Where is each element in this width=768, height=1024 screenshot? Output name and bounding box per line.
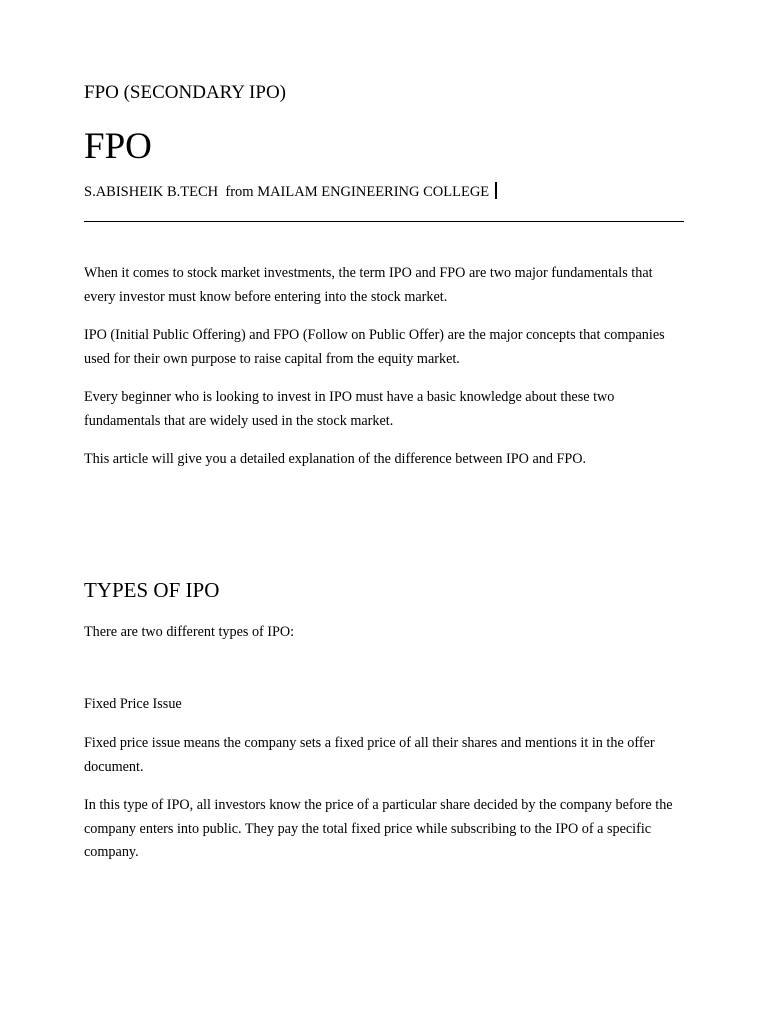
intro-paragraph-3: Every beginner who is looking to invest in IPO must have a basic knowledge about these two fundamentals that are widely used in the stock market.: [84, 389, 615, 429]
subheading: Fixed Price Issue: [84, 696, 182, 712]
horizontal-rule: [84, 221, 684, 222]
intro-paragraph-4: This article will give you a detailed explanation of the difference between IPO and FPO.: [84, 451, 587, 467]
text-cursor: [495, 182, 497, 199]
section-heading: TYPES OF IPO: [84, 578, 220, 602]
document-title: FPO: [84, 126, 152, 167]
intro-paragraph-1: When it comes to stock market investments, the term IPO and FPO are two major fundamentals that every investor must know before entering into the stock market.: [84, 265, 653, 305]
author-line[interactable]: [84, 182, 497, 201]
section-intro: There are two different types of IPO:: [84, 624, 295, 640]
author-text: S.ABISHEIK B.TECH from MAILAM ENGINEERING COLLEGE: [84, 184, 490, 200]
section-paragraph-1: Fixed price issue means the company sets a fixed price of all their shares and mentions it in the offer document.: [84, 735, 655, 775]
section-paragraph-2: In this type of IPO, all investors know the price of a particular share decided by the company before the company enters into public. They pay the total fixed price while subscribing to the IPO of a specific company.: [84, 797, 673, 860]
intro-paragraph-2: IPO (Initial Public Offering) and FPO (Follow on Public Offer) are the major concepts that companies used for their own purpose to raise capital from the equity market.: [84, 327, 665, 367]
top-heading: FPO (SECONDARY IPO): [84, 82, 286, 103]
